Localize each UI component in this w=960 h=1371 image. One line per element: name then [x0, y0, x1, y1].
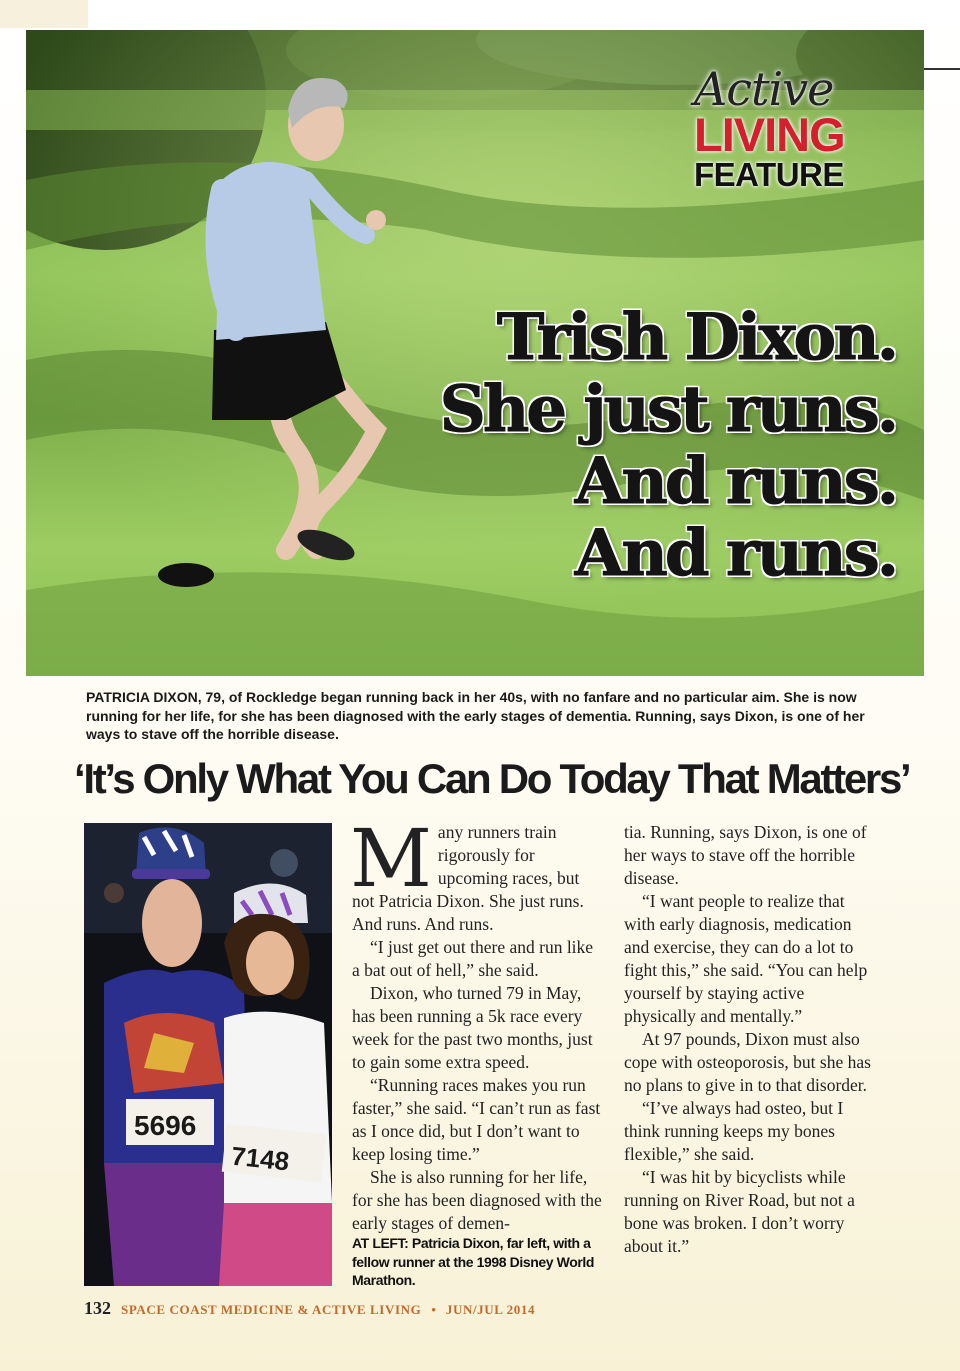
- page-number: 132: [84, 1298, 111, 1318]
- footer-separator: •: [431, 1302, 436, 1317]
- page-footer: [84, 1298, 535, 1319]
- article-paragraph-10: “I was hit by bicyclists while running on River Road, but not a bone was broken. I don’t worry about it.”: [624, 1167, 855, 1256]
- marathon-photo-illustration: [84, 823, 332, 1286]
- headline-line-1: Trish Dixon.: [496, 300, 896, 375]
- article-paragraph-8: At 97 pounds, Dixon must also cope with osteoporosis, but she has no plans to give in to that disorder.: [624, 1029, 871, 1095]
- article-paragraph-5: She is also running for her life, for she has been diagnosed with the early stages of demen-: [352, 1167, 602, 1233]
- article-paragraph-7: “I want people to realize that with early diagnosis, medication and exercise, they can do a lot to fight this,” she said. “You can help yourself by staying active physically and mentally.”: [624, 891, 868, 1026]
- drop-cap: M: [350, 812, 432, 905]
- article-paragraph-3: Dixon, who turned 79 in May, has been running a 5k race every week for the past two months, just to gain some extra speed.: [352, 983, 593, 1072]
- issue-date: JUN/JUL 2014: [445, 1302, 536, 1317]
- article-paragraph-4: “Running races makes you run faster,” she said. “I can’t run as fast as I once did, but I don’t want to keep losing time.”: [352, 1075, 601, 1164]
- marathon-photo: [84, 823, 332, 1286]
- article-column-1: [350, 812, 604, 1235]
- bib-right-number: 7148: [229, 1140, 291, 1177]
- marathon-photo-caption: AT LEFT: Patricia Dixon, far left, with a fellow runner at the 1998 Disney World Marathon.: [352, 1235, 595, 1288]
- article-paragraph-1: Many runners train rigorously for upcoming races, but not Patricia Dixon. She just runs. And runs. And runs.: [350, 812, 584, 934]
- article-column-2: [624, 821, 874, 1258]
- headline-line-3: And runs.: [574, 444, 896, 519]
- headline-line-2: She just runs.: [439, 372, 896, 447]
- headline-line-4: And runs.: [574, 516, 896, 591]
- page-edge-tab: [0, 0, 88, 28]
- article-deck: ‘It’s Only What You Can Do Today That Matters’: [74, 755, 910, 802]
- article-paragraph-6: tia. Running, says Dixon, is one of her ways to stave off the horrible disease.: [624, 822, 867, 888]
- section-badge: [694, 62, 876, 193]
- bib-left-number: 5696: [134, 1110, 197, 1141]
- hero-photo-caption: PATRICIA DIXON, 79, of Rockledge began running back in her 40s, with no fanfare and no particular aim. She is now running for her life, for she has been diagnosed with the early stages of dementia. Running, says Dixon, is one of her ways to stave off the horrible disease.: [86, 689, 865, 742]
- article-paragraph-2: “I just get out there and run like a bat out of hell,” she said.: [352, 937, 594, 980]
- article-paragraph-9: “I’ve always had osteo, but I think running keeps my bones flexible,” she said.: [624, 1098, 844, 1164]
- badge-active: Active: [694, 62, 834, 116]
- hero-headline: [440, 302, 896, 590]
- magazine-name: SPACE COAST MEDICINE & ACTIVE LIVING: [121, 1302, 422, 1317]
- badge-feature: FEATURE: [694, 156, 844, 193]
- header-rule: [924, 68, 960, 70]
- badge-living: LIVING: [694, 108, 845, 161]
